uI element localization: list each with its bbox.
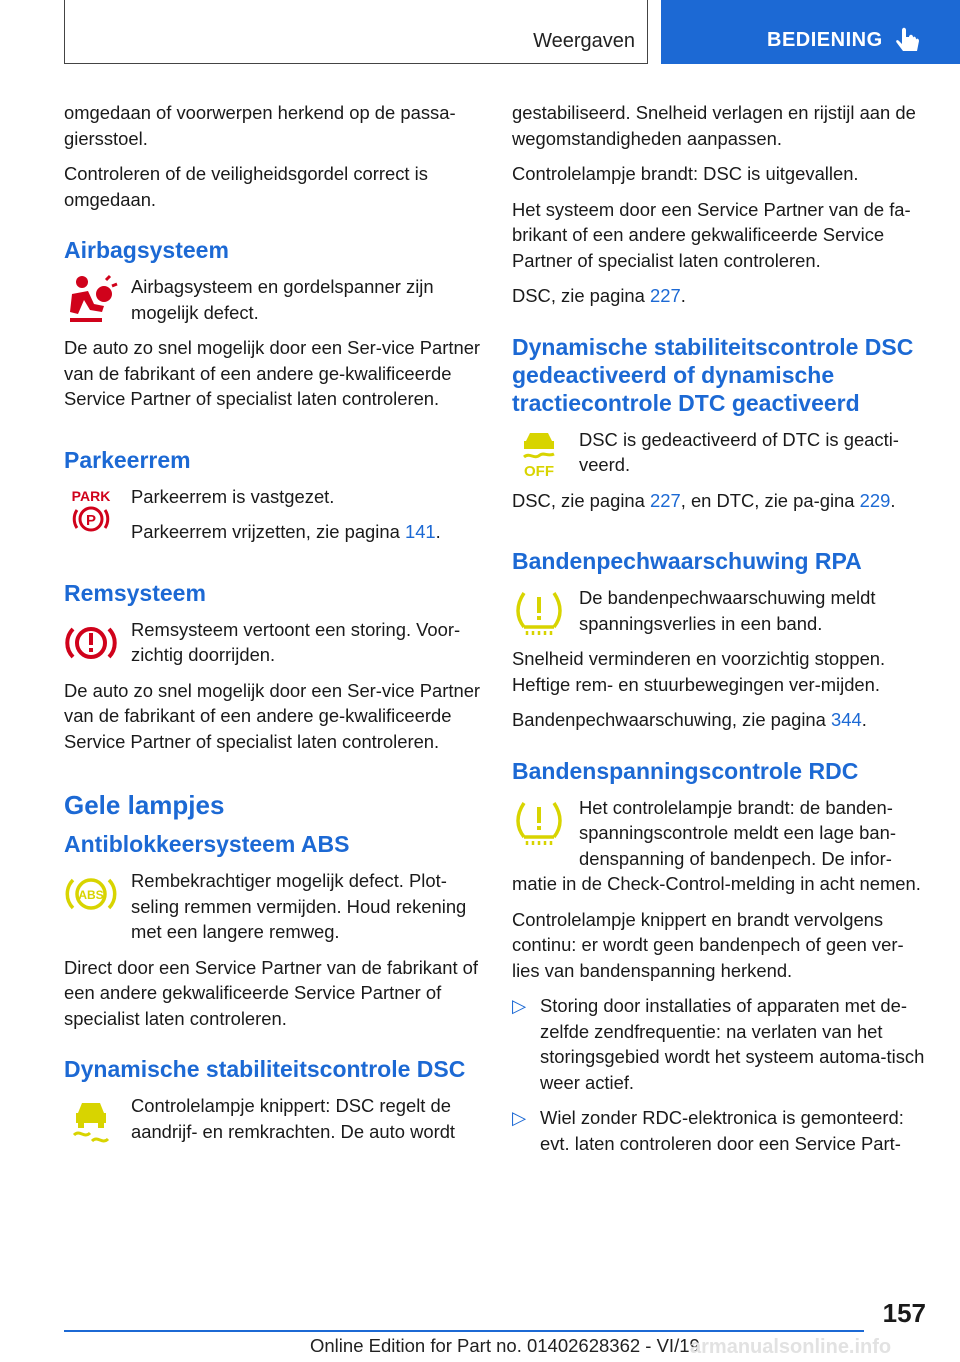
- heading-dsc-off: Dynamische stabiliteitscontrole DSC gedeactiveerd of dynamische tractiecontrole DTC geactiveerd: [512, 333, 914, 416]
- paragraph: Parkeerrem is vastgezet.: [131, 485, 335, 507]
- page-number: 157: [882, 1298, 926, 1328]
- page-link-227[interactable]: 227: [650, 285, 681, 306]
- paragraph: Bandenpechwaarschuwing, zie pagina 344.: [512, 709, 867, 730]
- paragraph: Het systeem door een Service Partner van de fa‐brikant of een andere gekwalificeerde Service Partner of specialist laten controleren.: [512, 198, 911, 271]
- page-link-141[interactable]: 141: [404, 521, 436, 542]
- paragraph: De auto zo snel mogelijk door een Ser‐vice Partner van de fabrikant of een andere ge‐kwalificeerde Service Partner of specialist laten controleren.: [64, 679, 481, 752]
- airbag-warning-icon: [64, 274, 118, 326]
- lamp-dsc-off: [512, 427, 930, 524]
- lamp-rdc: [512, 795, 930, 907]
- heading-rdc: Bandenspanningscontrole RDC: [512, 757, 859, 784]
- dsc-off-icon-text: OFF: [524, 462, 554, 479]
- paragraph: Snelheid verminderen en voorzichtig stoppen. Heftige rem- en stuurbewegingen ver‐mijden.: [512, 648, 886, 695]
- svg-text:P: P: [85, 511, 97, 529]
- paragraph: De bandenpechwaarschuwing meldt spanningsverlies in een band.: [579, 587, 876, 634]
- page-link-229[interactable]: 229: [859, 489, 891, 511]
- paragraph: Controlelampje brandt: DSC is uitgevallen.: [512, 163, 859, 184]
- paragraph: De auto zo snel mogelijk door een Ser‐vice Partner van de fabrikant of een andere ge‐kwalificeerde Service Partner of specialist laten controleren.: [64, 337, 481, 409]
- lamp-airbag: [64, 274, 482, 422]
- right-column: [512, 100, 930, 1166]
- paragraph: Airbagsysteem en gordelspanner zijn mogelijk defect.: [131, 276, 434, 323]
- parking-brake-icon: [64, 484, 118, 536]
- paragraph: omgedaan of voorwerpen herkend op de passa‐giersstoel.: [64, 102, 456, 149]
- paragraph: Controleren of de veiligheidsgordel correct is omgedaan.: [64, 163, 428, 210]
- heading-abs: Antiblokkeersysteem ABS: [64, 831, 350, 857]
- paragraph: Direct door een Service Partner van de fabrikant of een andere gekwalificeerde Service Partner of specialist laten controleren.: [64, 956, 479, 1029]
- header-section-label: Weergaven: [533, 30, 635, 52]
- paragraph: Het controlelampje brandt: de banden‐spanningscontrole meldt een lage ban‐denspanning of bandenpech. De infor‐matie in de Check-Control-melding in acht nemen.: [512, 796, 921, 894]
- paragraph: gestabiliseerd. Snelheid verlagen en rijstijl aan de wegomstandigheden aanpassen.: [512, 102, 916, 149]
- heading-airbag: Airbagsysteem: [64, 237, 229, 263]
- heading-rpa: Bandenpechwaarschuwing RPA: [512, 548, 862, 574]
- dsc-skid-icon: [64, 1093, 118, 1145]
- paragraph: Controlelampje knippert en brandt vervolgens continu: er wordt geen bandenpech of geen ver‐lies van bandenspanning herkend.: [512, 908, 904, 981]
- bullet-triangle-icon: ▷: [512, 1107, 527, 1128]
- lamp-brake-system: [64, 617, 482, 765]
- tyre-warning-icon: [512, 585, 566, 637]
- lamp-dsc: [64, 1093, 482, 1154]
- park-icon-text: PARK: [71, 487, 111, 504]
- abs-icon-text: ABS: [78, 888, 104, 902]
- paragraph: Rembekrachtiger mogelijk defect. Plot‐seling remmen vermijden. Houd rekening met een langere remweg.: [131, 870, 467, 942]
- paragraph: DSC is gedeactiveerd of DTC is geacti‐veerd.: [579, 428, 899, 475]
- brake-warning-icon: [64, 617, 118, 669]
- page-link-227[interactable]: 227: [650, 489, 681, 511]
- watermark: armanualsonline.info: [690, 1336, 892, 1358]
- paragraph: Parkeerrem vrijzetten, zie pagina 141.: [131, 521, 441, 542]
- footer-rule: [64, 1330, 864, 1332]
- abs-warning-icon: [64, 868, 118, 920]
- list-item: ▷ Storing door installaties of apparaten met de‐zelfde zendfrequentie: na verlaten van het storingsgebied wordt het systeem automa‐tisch weer actief.: [512, 995, 925, 1093]
- paragraph: DSC, zie pagina 227, en DTC, zie pa‐gina 229.: [512, 489, 896, 511]
- heading-brake-system: Remsysteem: [64, 579, 206, 606]
- header-section-box: [64, 0, 648, 64]
- paragraph: Controlelampje knippert: DSC regelt de aandrijf- en remkrachten. De auto wordt: [131, 1095, 456, 1142]
- list-item: ▷ Wiel zonder RDC-elektronica is gemonteerd: evt. laten controleren door een Service Part‐: [512, 1107, 904, 1154]
- tyre-pressure-warning-icon: [512, 795, 566, 847]
- paragraph: Remsysteem vertoont een storing. Voor‐zichtig doorrijden.: [131, 618, 461, 665]
- heading-yellow-lamps: Gele lampjes: [64, 790, 225, 820]
- lamp-abs: [64, 868, 482, 955]
- paragraph: DSC, zie pagina 227.: [512, 285, 686, 306]
- header-tab-label: BEDIENING: [767, 29, 883, 51]
- hand-pointer-icon: [893, 26, 925, 56]
- dsc-off-icon: [512, 427, 566, 479]
- lamp-parking-brake: [64, 484, 482, 555]
- lamp-rpa: [512, 585, 930, 707]
- heading-parking-brake: Parkeerrem: [64, 446, 191, 473]
- heading-dsc: Dynamische stabiliteitscontrole DSC: [64, 1056, 466, 1082]
- bullet-triangle-icon: ▷: [512, 995, 527, 1016]
- footer-edition: Online Edition for Part no. 01402628362 - VI/19: [310, 1335, 700, 1356]
- left-column: [64, 100, 482, 1154]
- page-link-344[interactable]: 344: [831, 709, 862, 730]
